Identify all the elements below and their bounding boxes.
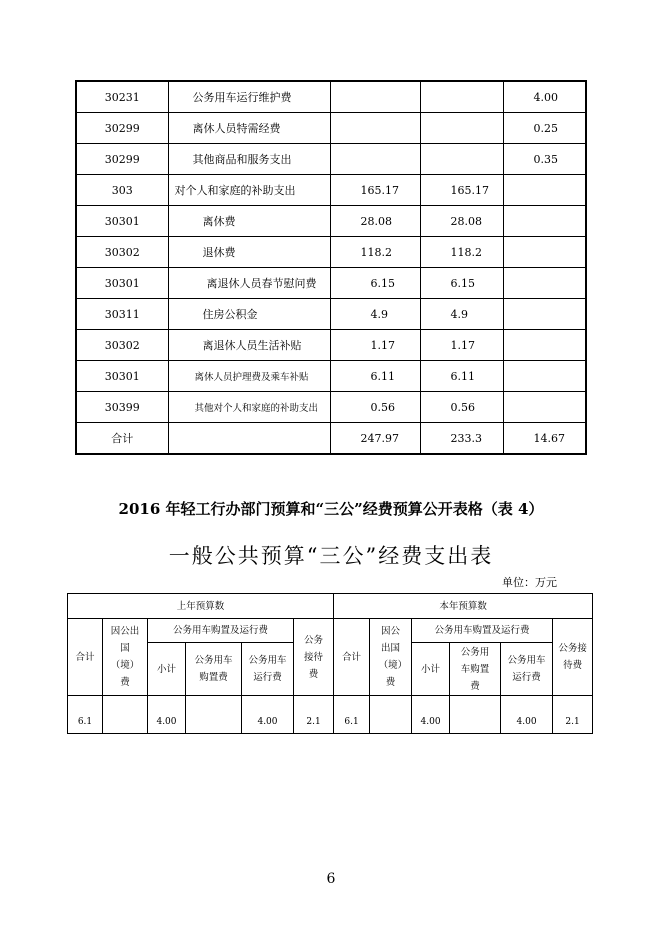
account-code: 30299 [76, 113, 168, 144]
values-row [68, 696, 593, 734]
account-name: 退休费 [168, 237, 330, 268]
project-value [503, 237, 586, 268]
total-value: 118.2 [330, 237, 420, 268]
prev-abroad-value [103, 696, 148, 734]
project-value [503, 361, 586, 392]
account-code: 303 [76, 175, 168, 206]
project-value: 0.35 [503, 144, 586, 175]
header-row [68, 619, 593, 643]
three-public-expenditure-table [67, 593, 593, 734]
prev-subtotal-header: 小计 [148, 643, 186, 696]
prev-vehicle-purchase-header: 公务用车购置费 [186, 643, 242, 696]
account-name: 其他对个人和家庭的补助支出 [168, 392, 330, 423]
basic-value: 1.17 [420, 330, 503, 361]
account-name: 离休人员特需经费 [168, 113, 330, 144]
basic-value [420, 144, 503, 175]
table-row [76, 268, 586, 299]
account-code: 30301 [76, 361, 168, 392]
table-row [76, 144, 586, 175]
project-value: 0.25 [503, 113, 586, 144]
curr-year-header: 本年预算数 [334, 594, 593, 619]
account-code: 30301 [76, 268, 168, 299]
project-value [503, 392, 586, 423]
project-value [503, 206, 586, 237]
unit-label: 单位：万元 [502, 576, 557, 589]
table-row [76, 113, 586, 144]
prev-year-header: 上年预算数 [68, 594, 334, 619]
account-name: 住房公积金 [168, 299, 330, 330]
project-value [503, 175, 586, 206]
prev-abroad-header: 因公出国（境）费 [103, 619, 148, 696]
prev-vehicle-group-header: 公务用车购置及运行费 [148, 619, 294, 643]
table-row [76, 361, 586, 392]
table-row [76, 237, 586, 268]
total-value: 6.15 [330, 268, 420, 299]
account-name: 离退休人员春节慰问费 [168, 268, 330, 299]
curr-vehicle-purchase-header: 公务用车购置费 [450, 643, 501, 696]
table-row [76, 175, 586, 206]
basic-value: 6.11 [420, 361, 503, 392]
curr-subtotal-header: 小计 [412, 643, 450, 696]
curr-purchase-value [450, 696, 501, 734]
account-code: 30302 [76, 237, 168, 268]
prev-reception-value: 2.1 [294, 696, 334, 734]
total-value: 247.97 [330, 423, 420, 455]
curr-abroad-value [370, 696, 412, 734]
table-row [76, 330, 586, 361]
table-title: 一般公共预算“三公”经费支出表 [168, 544, 494, 568]
project-value [503, 330, 586, 361]
total-value: 6.11 [330, 361, 420, 392]
curr-subtotal-value: 4.00 [412, 696, 450, 734]
account-name: 离休人员护理费及乘车补贴 [168, 361, 330, 392]
prev-reception-header: 公务接待费 [294, 619, 334, 696]
basic-value: 4.9 [420, 299, 503, 330]
basic-value: 28.08 [420, 206, 503, 237]
project-value: 14.67 [503, 423, 586, 455]
basic-value [420, 81, 503, 113]
table-row [76, 206, 586, 237]
curr-operation-value: 4.00 [501, 696, 553, 734]
total-value [330, 81, 420, 113]
prev-purchase-value [186, 696, 242, 734]
curr-vehicle-operation-header: 公务用车运行费 [501, 643, 553, 696]
account-name: 对个人和家庭的补助支出 [168, 175, 330, 206]
section-heading: 2016 年轻工行办部门预算和“三公”经费预算公开表格（表 4） [118, 500, 544, 518]
basic-value: 0.56 [420, 392, 503, 423]
total-value: 1.17 [330, 330, 420, 361]
total-value [330, 113, 420, 144]
account-name: 离休费 [168, 206, 330, 237]
total-value: 0.56 [330, 392, 420, 423]
prev-vehicle-operation-header: 公务用车运行费 [242, 643, 294, 696]
curr-total-value: 6.1 [334, 696, 370, 734]
account-code: 30302 [76, 330, 168, 361]
project-value [503, 268, 586, 299]
curr-vehicle-group-header: 公务用车购置及运行费 [412, 619, 553, 643]
account-code: 30231 [76, 81, 168, 113]
total-value [330, 144, 420, 175]
header-row [68, 594, 593, 619]
total-value: 4.9 [330, 299, 420, 330]
curr-reception-value: 2.1 [553, 696, 593, 734]
account-name [168, 423, 330, 455]
total-label: 合计 [76, 423, 168, 455]
prev-total-value: 6.1 [68, 696, 103, 734]
basic-value: 165.17 [420, 175, 503, 206]
total-row [76, 423, 586, 455]
prev-operation-value: 4.00 [242, 696, 294, 734]
project-value: 4.00 [503, 81, 586, 113]
account-code: 30399 [76, 392, 168, 423]
basic-value: 118.2 [420, 237, 503, 268]
account-name: 离退休人员生活补贴 [168, 330, 330, 361]
curr-total-header: 合计 [334, 619, 370, 696]
account-name: 公务用车运行维护费 [168, 81, 330, 113]
table-row [76, 81, 586, 113]
table-row [76, 299, 586, 330]
table-row [76, 392, 586, 423]
account-code: 30311 [76, 299, 168, 330]
account-code: 30299 [76, 144, 168, 175]
account-name: 其他商品和服务支出 [168, 144, 330, 175]
total-value: 165.17 [330, 175, 420, 206]
prev-subtotal-value: 4.00 [148, 696, 186, 734]
prev-total-header: 合计 [68, 619, 103, 696]
basic-value: 6.15 [420, 268, 503, 299]
expenditure-table [75, 80, 587, 455]
curr-abroad-header: 因公出国（境）费 [370, 619, 412, 696]
curr-reception-header: 公务接待费 [553, 619, 593, 696]
total-value: 28.08 [330, 206, 420, 237]
basic-value [420, 113, 503, 144]
basic-value: 233.3 [420, 423, 503, 455]
page-number: 6 [326, 871, 336, 887]
account-code: 30301 [76, 206, 168, 237]
project-value [503, 299, 586, 330]
